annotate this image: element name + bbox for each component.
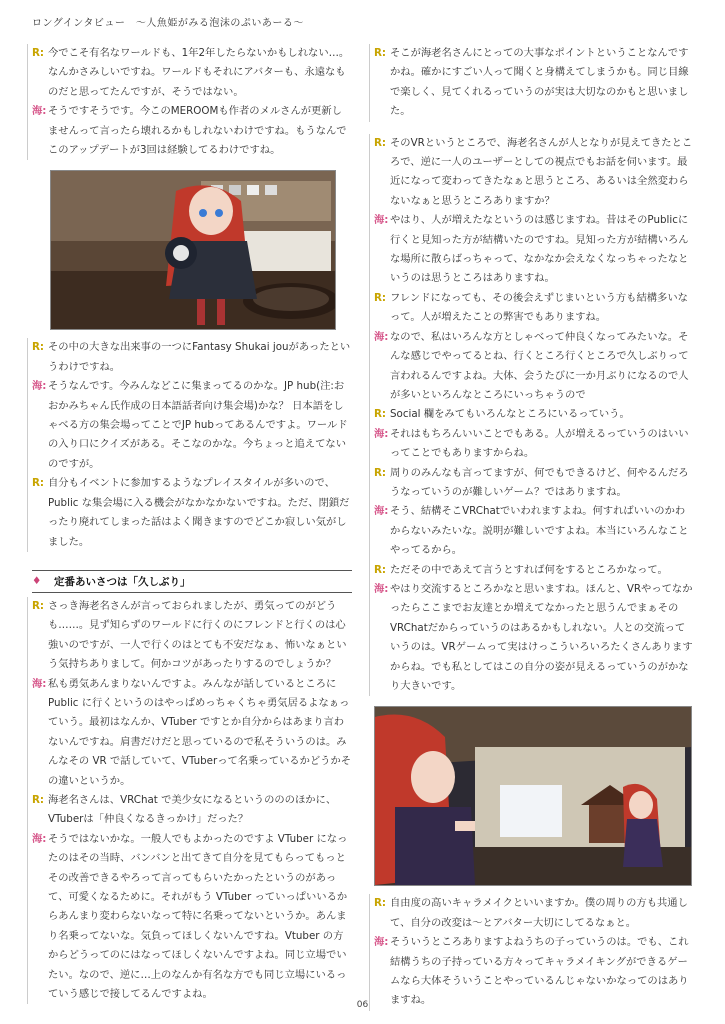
dialogue-text: 今でこそ有名なワールドも、1年2年したらないかもしれない…。なんかさみしいですね。ワールドもそれにアバターも、永遠なものだと思ってたんですが、そうではない。 xyxy=(48,47,350,98)
dialogue-turn xyxy=(374,134,694,212)
speaker-label: 海: xyxy=(374,936,389,949)
left-column xyxy=(32,44,352,1004)
section-heading xyxy=(32,570,352,593)
dialogue-text: 自由度の高いキャラメイクといいますか。僕の周りの方も共通して、自分の改変は～とアバター大切にしてるなぁと。 xyxy=(390,897,688,929)
speaker-label: R: xyxy=(374,897,387,910)
dialogue-text: フレンドになっても、その後会えずじまいという方も結構多いなって。人が増えたことの弊害でもありますね。 xyxy=(390,291,688,324)
dialogue-text: そのVRというところで、海老名さんが人となりが見えてきたところで、逆に一人のユーザーとしての視点でもお話を伺います。最近になって変わってきたなぁと思うところ、あるいは全然変わらないなぁと思うところありますか？ xyxy=(390,136,693,207)
photo-avatars-gallery xyxy=(374,706,692,886)
dialogue-turn xyxy=(32,102,352,160)
speaker-label: R: xyxy=(32,341,45,354)
dialogue-text: Social 欄をみてもいろんなところにいるっていう。 xyxy=(390,408,630,421)
dialogue-turn xyxy=(374,561,694,580)
dialogue-turn xyxy=(374,464,694,503)
dialogue-text: そう、結構そこVRChatでいわれますよね。何すればいいのかわからないみたいな。説明が難しいですよね。本当にいろんなことやってるから。 xyxy=(390,505,689,557)
dialogue-text: その中の大きな出来事の一つにFantasy Shukai jouがあったというわけですね。 xyxy=(48,341,351,373)
dialogue-text: ただその中であえて言うとすれば何をするところかなって。 xyxy=(390,563,668,576)
dialogue-block-left-top xyxy=(27,44,352,160)
speaker-label: R: xyxy=(374,136,387,149)
speaker-label: R: xyxy=(32,599,45,612)
dialogue-text: そうなんです。今みんなどこに集まってるのかな。JP hub(注:おおかみちゃん氏作成の日本語話者向け集会場)かな？ 日本語をしゃべる方の集会場ってことでJP hubってあるんですよ。ワールドの入り口にクイズがある。そこなのかな。今ちょっと追えてないのですが。 xyxy=(48,380,348,470)
page-number: 06 xyxy=(356,1000,369,1010)
dialogue-turn xyxy=(32,338,352,377)
photo-avatar-room xyxy=(50,170,336,330)
speaker-label: R: xyxy=(32,477,45,490)
dialogue-text: さっき海老名さんが言っておられましたが、勇気ってのがどうも……。見ず知らずのワールドに行くのにフレンドと行くのは心強いのですが、一人で行くのはとても不安だなぁ、怖いなぁという気持ちありまして。何かコツがあったりするのでしょうか？ xyxy=(48,599,347,671)
speaker-label: R: xyxy=(32,793,45,806)
dialogue-text: 海老名さんは、VRChat で美少女になるというのののほかに、VTuberは「仲良くなるきっかけ」だった？ xyxy=(48,793,337,826)
dialogue-turn xyxy=(32,377,352,474)
dialogue-block-left-mid xyxy=(27,338,352,551)
speaker-label: 海: xyxy=(374,582,389,595)
dialogue-turn xyxy=(374,894,694,933)
dialogue-turn xyxy=(32,791,352,830)
speaker-label: 海: xyxy=(32,380,47,393)
dialogue-text: そういうところありますよねうちの子っていうのは。でも、これ結構うちの子持っている方々ってキャラメイキングができるゲームなら大体そういうことやっているんじゃないかなってのはありますね。 xyxy=(390,936,689,1007)
avatars-gallery-illustration xyxy=(375,707,691,885)
dialogue-text: なので、私はいろんな方としゃべって仲良くなってみたいな。そんな感じでやってるとね、行くところ行くところで久しぶりって言われるんですよね。大体、会うたびに一か月ぶりになるので人が多いといろんなところにいっちゃうので xyxy=(390,330,689,401)
speaker-label: 海: xyxy=(32,105,47,118)
speaker-label: 海: xyxy=(374,214,389,227)
section-title: 定番あいさつは「久しぶり」 xyxy=(54,575,191,588)
dialogue-text: そうですそうです。今このMEROOMも作者のメルさんが更新しませんって言ったら壊れるかもしれないわけですね。もうなんでこのアップデートが3回は経験してるわけですね。 xyxy=(48,105,347,157)
dialogue-turn xyxy=(32,675,352,791)
speaker-label: 海: xyxy=(374,330,389,343)
speaker-label: R: xyxy=(374,466,387,479)
dialogue-block-right-bottom xyxy=(369,894,694,1010)
speaker-label: 海: xyxy=(374,427,389,440)
dialogue-turn xyxy=(374,502,694,560)
avatar-room-illustration xyxy=(51,171,335,329)
dialogue-turn xyxy=(374,425,694,464)
dialogue-block-left-bottom xyxy=(27,597,352,1005)
dialogue-turn xyxy=(374,289,694,328)
speaker-label: R: xyxy=(374,47,387,59)
dialogue-turn xyxy=(374,328,694,406)
dialogue-turn xyxy=(374,580,694,696)
running-header: ロングインタビュー ～人魚姫がみる泡沫のぷいあーる～ xyxy=(32,18,304,29)
speaker-label: R: xyxy=(32,47,45,59)
dialogue-text: 周りのみんなも言ってますが、何でもできるけど、何やるんだろうなっていうのが難しいゲーム？ではありますね。 xyxy=(390,466,689,498)
dialogue-turn xyxy=(32,474,352,552)
speaker-label: 海: xyxy=(32,832,47,845)
dialogue-turn xyxy=(374,211,694,289)
speaker-label: R: xyxy=(374,291,387,304)
dialogue-text: やはり交流するところかなと思いますね。ほんと、VRやってなかったらここまでお友達とか増えてなかったと思うんでまぁそのVRChatだからっていうのはあるかもしれない。人との交流っていうのは。VRゲームって実はけっこういろいろたくさんありますからね。でも私としてはこの自分の姿が見えるっていうのがかなり大きいです。 xyxy=(390,582,693,692)
dialogue-turn xyxy=(32,44,352,102)
dialogue-turn xyxy=(32,597,352,675)
dialogue-text: そこが海老名さんにとっての大事なポイントということなんですかね。確かにすごい人って聞くと身構えてしまうかも。同じ目線で楽しく、見てくれるっていうのが実は大切なのかもと思いました。 xyxy=(390,47,689,118)
speaker-label: 海: xyxy=(32,677,47,690)
right-column xyxy=(374,44,694,1011)
dialogue-text: それはもちろんいいことでもある。人が増えるっていうのはいいってことでもありますからね。 xyxy=(390,427,689,460)
dialogue-turn xyxy=(374,44,694,122)
speaker-label: 海: xyxy=(374,505,389,518)
dialogue-text: 自分もイベントに参加するようなプレイスタイルが多いので、Public な集会場に入る機会がなかなかないですね。ただ、閉鎖だったり廃れてしまった話はよく聞きますのでどこか寂しい気がしました。 xyxy=(48,477,350,548)
dialogue-turn xyxy=(32,830,352,1005)
dialogue-text: やはり、人が増えたなというのは感じますね。昔はそのPublicに行くと見知った方が結構いたのですね。見知った方が結構いろんな場所に散らばっちゃって、なかなか会えなくなっちゃったなというのは思うところはありますね。 xyxy=(390,214,689,285)
speaker-label: R: xyxy=(374,408,387,421)
dialogue-block-right-mid xyxy=(369,134,694,697)
speaker-label: R: xyxy=(374,563,387,576)
dialogue-turn xyxy=(374,405,694,424)
dialogue-block-right-top xyxy=(369,44,694,122)
dialogue-text: 私も勇気あんまりないんですよ。みんなが話しているところにPublic に行くというのはやっぱめっちゃくちゃ勇気居るよなぁっていう。最初はなんか、VTuber ですとか自分からはあまり言わないんですね。肩書だけだと思っているので私そういうのは。みんなその VR で話していて、VTuberって名乗っているかどうかその違いというか。 xyxy=(48,677,352,787)
mermaid-icon: ♦ xyxy=(32,575,42,588)
dialogue-text: そうではないかな。一般人でもよかったのですよ VTuber になったのはその当時、バンバンと出てきて自分を見てもらってもっとその改善できるやろって言ってもらいたかったというのがあって、可愛くなるために。それがもう VTuber っていっぱいいるからあんまり変わらないなって特に名乗ってないというか。あんまり名乗ってないな。気負ってほしくないんですね。Vtuber の方からどうってのにはなってほしくないんですよね。同じ立場でいたい。なので、逆に…上のなんか有名な方でも同じ立場にいるっていう感じで接してるんですよね。 xyxy=(48,832,348,1001)
